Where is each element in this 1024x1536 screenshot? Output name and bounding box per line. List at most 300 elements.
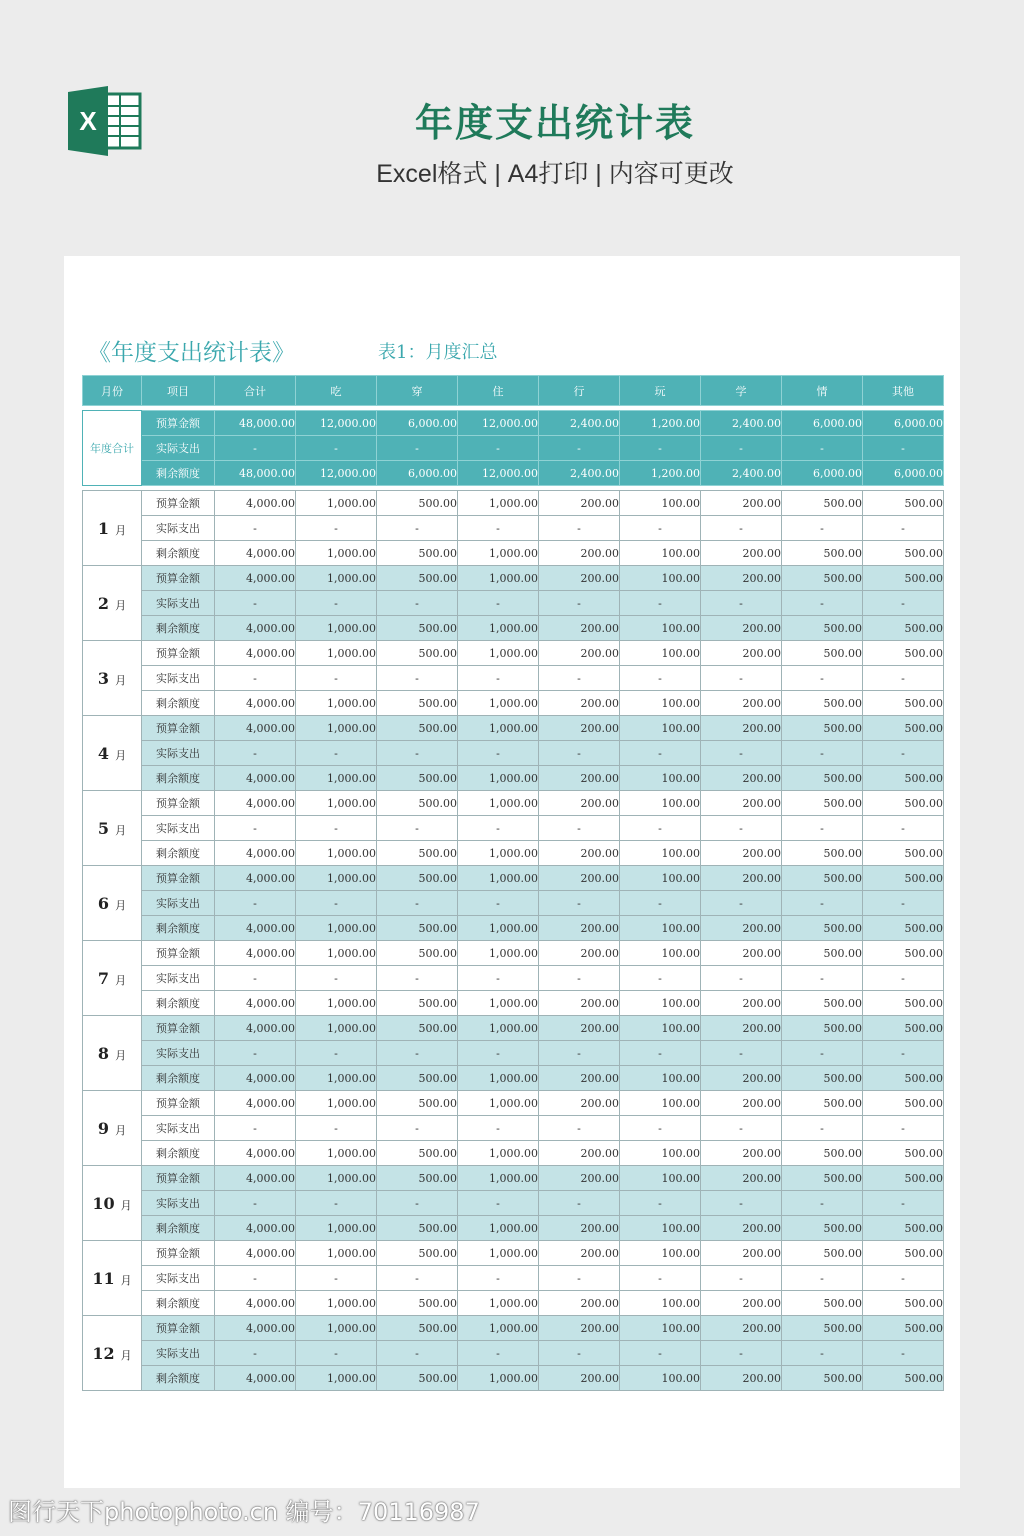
table-cell[interactable]: 1,000.00: [296, 541, 377, 566]
table-cell[interactable]: 200.00: [701, 841, 782, 866]
table-cell[interactable]: 4,000.00: [215, 1141, 296, 1166]
table-cell[interactable]: 500.00: [782, 1291, 863, 1316]
table-cell[interactable]: 100.00: [620, 1216, 701, 1241]
table-cell[interactable]: 1,000.00: [458, 866, 539, 891]
table-cell[interactable]: 4,000.00: [215, 1291, 296, 1316]
table-cell[interactable]: -: [296, 816, 377, 841]
table-cell[interactable]: 100.00: [620, 1016, 701, 1041]
table-cell[interactable]: -: [539, 591, 620, 616]
table-cell[interactable]: 500.00: [377, 791, 458, 816]
table-cell[interactable]: 500.00: [863, 1241, 944, 1266]
table-cell[interactable]: 200.00: [539, 1241, 620, 1266]
table-cell[interactable]: 1,000.00: [458, 1241, 539, 1266]
table-cell[interactable]: 100.00: [620, 541, 701, 566]
table-cell[interactable]: -: [782, 891, 863, 916]
table-cell[interactable]: 200.00: [701, 491, 782, 516]
table-cell[interactable]: 200.00: [539, 716, 620, 741]
table-cell[interactable]: -: [296, 891, 377, 916]
table-cell[interactable]: 1,000.00: [296, 1216, 377, 1241]
table-cell[interactable]: 500.00: [782, 791, 863, 816]
table-cell[interactable]: -: [701, 891, 782, 916]
table-cell[interactable]: 100.00: [620, 1241, 701, 1266]
table-cell[interactable]: 500.00: [863, 1066, 944, 1091]
table-cell[interactable]: -: [539, 966, 620, 991]
table-cell[interactable]: -: [377, 1191, 458, 1216]
table-cell[interactable]: -: [458, 816, 539, 841]
table-cell[interactable]: 1,000.00: [458, 791, 539, 816]
table-cell[interactable]: 100.00: [620, 616, 701, 641]
table-cell[interactable]: 200.00: [539, 566, 620, 591]
table-cell[interactable]: -: [620, 1266, 701, 1291]
table-cell[interactable]: 200.00: [701, 991, 782, 1016]
table-cell[interactable]: 1,000.00: [296, 491, 377, 516]
table-cell[interactable]: 200.00: [701, 1366, 782, 1391]
table-cell[interactable]: 4,000.00: [215, 491, 296, 516]
table-cell[interactable]: -: [296, 966, 377, 991]
table-cell[interactable]: -: [458, 591, 539, 616]
table-cell[interactable]: 200.00: [701, 1141, 782, 1166]
table-cell[interactable]: 200.00: [539, 791, 620, 816]
table-cell[interactable]: 500.00: [377, 491, 458, 516]
table-cell[interactable]: -: [377, 966, 458, 991]
table-cell[interactable]: 200.00: [539, 766, 620, 791]
table-cell[interactable]: 6,000.00: [377, 461, 458, 486]
table-cell[interactable]: -: [863, 436, 944, 461]
table-cell[interactable]: -: [701, 966, 782, 991]
table-cell[interactable]: -: [458, 666, 539, 691]
table-cell[interactable]: -: [620, 891, 701, 916]
table-cell[interactable]: 500.00: [782, 1366, 863, 1391]
table-cell[interactable]: 1,000.00: [458, 491, 539, 516]
table-cell[interactable]: 500.00: [782, 491, 863, 516]
table-cell[interactable]: 100.00: [620, 766, 701, 791]
table-cell[interactable]: 1,000.00: [296, 791, 377, 816]
table-cell[interactable]: 500.00: [863, 566, 944, 591]
table-cell[interactable]: 100.00: [620, 866, 701, 891]
table-cell[interactable]: 200.00: [701, 691, 782, 716]
table-cell[interactable]: 500.00: [377, 641, 458, 666]
table-cell[interactable]: 500.00: [863, 716, 944, 741]
table-cell[interactable]: 500.00: [782, 1066, 863, 1091]
table-cell[interactable]: -: [620, 1116, 701, 1141]
table-cell[interactable]: 2,400.00: [539, 411, 620, 436]
table-cell[interactable]: 500.00: [782, 716, 863, 741]
table-cell[interactable]: 200.00: [701, 641, 782, 666]
table-cell[interactable]: -: [458, 516, 539, 541]
table-cell[interactable]: 1,000.00: [458, 1291, 539, 1316]
table-cell[interactable]: -: [377, 741, 458, 766]
table-cell[interactable]: 500.00: [377, 916, 458, 941]
table-cell[interactable]: 1,000.00: [296, 916, 377, 941]
table-cell[interactable]: -: [215, 741, 296, 766]
table-cell[interactable]: 200.00: [539, 641, 620, 666]
table-cell[interactable]: 1,000.00: [296, 641, 377, 666]
table-cell[interactable]: 200.00: [701, 1216, 782, 1241]
table-cell[interactable]: -: [539, 516, 620, 541]
table-cell[interactable]: 500.00: [863, 1141, 944, 1166]
table-cell[interactable]: 500.00: [782, 766, 863, 791]
table-cell[interactable]: 4,000.00: [215, 866, 296, 891]
table-cell[interactable]: -: [458, 436, 539, 461]
table-cell[interactable]: 100.00: [620, 491, 701, 516]
table-cell[interactable]: -: [782, 1041, 863, 1066]
table-cell[interactable]: 4,000.00: [215, 616, 296, 641]
table-cell[interactable]: 500.00: [377, 1291, 458, 1316]
table-cell[interactable]: -: [863, 816, 944, 841]
table-cell[interactable]: 1,000.00: [458, 641, 539, 666]
table-cell[interactable]: 500.00: [377, 691, 458, 716]
table-cell[interactable]: 500.00: [863, 541, 944, 566]
table-cell[interactable]: -: [215, 966, 296, 991]
table-cell[interactable]: -: [215, 436, 296, 461]
table-cell[interactable]: 1,000.00: [296, 716, 377, 741]
table-cell[interactable]: 500.00: [377, 616, 458, 641]
table-cell[interactable]: 500.00: [782, 841, 863, 866]
table-cell[interactable]: -: [701, 1341, 782, 1366]
table-cell[interactable]: 1,000.00: [458, 1091, 539, 1116]
table-cell[interactable]: -: [701, 436, 782, 461]
table-cell[interactable]: 200.00: [539, 1066, 620, 1091]
table-cell[interactable]: -: [539, 1266, 620, 1291]
table-cell[interactable]: -: [458, 1041, 539, 1066]
table-cell[interactable]: 4,000.00: [215, 1366, 296, 1391]
table-cell[interactable]: 1,200.00: [620, 461, 701, 486]
table-cell[interactable]: 1,000.00: [296, 1016, 377, 1041]
table-cell[interactable]: -: [296, 1341, 377, 1366]
table-cell[interactable]: 500.00: [863, 1291, 944, 1316]
table-cell[interactable]: -: [782, 1341, 863, 1366]
table-cell[interactable]: 1,000.00: [296, 866, 377, 891]
table-cell[interactable]: 100.00: [620, 1091, 701, 1116]
table-cell[interactable]: 100.00: [620, 1141, 701, 1166]
table-cell[interactable]: -: [377, 1116, 458, 1141]
table-cell[interactable]: 500.00: [863, 791, 944, 816]
table-cell[interactable]: 4,000.00: [215, 541, 296, 566]
table-cell[interactable]: 1,000.00: [296, 991, 377, 1016]
table-cell[interactable]: 100.00: [620, 841, 701, 866]
table-cell[interactable]: -: [863, 1341, 944, 1366]
table-cell[interactable]: 200.00: [539, 1166, 620, 1191]
table-cell[interactable]: -: [620, 1191, 701, 1216]
table-cell[interactable]: 1,000.00: [296, 766, 377, 791]
table-cell[interactable]: -: [539, 1191, 620, 1216]
table-cell[interactable]: 6,000.00: [782, 411, 863, 436]
table-cell[interactable]: 200.00: [539, 916, 620, 941]
table-cell[interactable]: 4,000.00: [215, 566, 296, 591]
table-cell[interactable]: -: [863, 666, 944, 691]
table-cell[interactable]: -: [377, 591, 458, 616]
table-cell[interactable]: 1,000.00: [296, 616, 377, 641]
table-cell[interactable]: 200.00: [701, 1166, 782, 1191]
table-cell[interactable]: -: [863, 591, 944, 616]
table-cell[interactable]: 100.00: [620, 1316, 701, 1341]
table-cell[interactable]: 4,000.00: [215, 1316, 296, 1341]
table-cell[interactable]: 200.00: [539, 491, 620, 516]
table-cell[interactable]: 1,000.00: [296, 1291, 377, 1316]
table-cell[interactable]: 48,000.00: [215, 461, 296, 486]
table-cell[interactable]: 100.00: [620, 691, 701, 716]
table-cell[interactable]: -: [296, 1041, 377, 1066]
table-cell[interactable]: 1,000.00: [296, 566, 377, 591]
table-cell[interactable]: 100.00: [620, 1166, 701, 1191]
table-cell[interactable]: 1,000.00: [458, 916, 539, 941]
table-cell[interactable]: -: [701, 741, 782, 766]
table-cell[interactable]: 500.00: [863, 941, 944, 966]
table-cell[interactable]: 1,000.00: [296, 1141, 377, 1166]
table-cell[interactable]: 200.00: [701, 1066, 782, 1091]
table-cell[interactable]: -: [863, 1191, 944, 1216]
table-cell[interactable]: -: [620, 966, 701, 991]
table-cell[interactable]: 500.00: [377, 866, 458, 891]
table-cell[interactable]: 1,000.00: [458, 941, 539, 966]
table-cell[interactable]: 500.00: [782, 916, 863, 941]
table-cell[interactable]: 500.00: [377, 716, 458, 741]
table-cell[interactable]: -: [863, 1266, 944, 1291]
table-cell[interactable]: 1,000.00: [458, 1066, 539, 1091]
table-cell[interactable]: -: [458, 741, 539, 766]
table-cell[interactable]: 200.00: [539, 841, 620, 866]
table-cell[interactable]: -: [539, 891, 620, 916]
table-cell[interactable]: 500.00: [863, 491, 944, 516]
table-cell[interactable]: 500.00: [782, 616, 863, 641]
table-cell[interactable]: 1,000.00: [296, 841, 377, 866]
table-cell[interactable]: 1,000.00: [458, 616, 539, 641]
table-cell[interactable]: -: [539, 816, 620, 841]
table-cell[interactable]: -: [701, 666, 782, 691]
table-cell[interactable]: 500.00: [863, 1216, 944, 1241]
table-cell[interactable]: 500.00: [782, 866, 863, 891]
table-cell[interactable]: -: [296, 741, 377, 766]
table-cell[interactable]: 200.00: [701, 941, 782, 966]
table-cell[interactable]: 100.00: [620, 1366, 701, 1391]
table-cell[interactable]: 4,000.00: [215, 916, 296, 941]
table-cell[interactable]: 500.00: [863, 641, 944, 666]
table-cell[interactable]: -: [215, 516, 296, 541]
table-cell[interactable]: 500.00: [782, 941, 863, 966]
table-cell[interactable]: -: [701, 516, 782, 541]
table-cell[interactable]: 200.00: [539, 1316, 620, 1341]
table-cell[interactable]: -: [782, 666, 863, 691]
table-cell[interactable]: 500.00: [863, 866, 944, 891]
table-cell[interactable]: -: [296, 1191, 377, 1216]
table-cell[interactable]: 500.00: [782, 1166, 863, 1191]
table-cell[interactable]: 100.00: [620, 1066, 701, 1091]
table-cell[interactable]: 1,000.00: [296, 1091, 377, 1116]
table-cell[interactable]: 500.00: [863, 1316, 944, 1341]
table-cell[interactable]: -: [377, 1341, 458, 1366]
table-cell[interactable]: 200.00: [539, 941, 620, 966]
table-cell[interactable]: 6,000.00: [863, 411, 944, 436]
table-cell[interactable]: 500.00: [377, 766, 458, 791]
table-cell[interactable]: -: [215, 1041, 296, 1066]
table-cell[interactable]: -: [296, 1116, 377, 1141]
table-cell[interactable]: 1,000.00: [458, 1216, 539, 1241]
table-cell[interactable]: 500.00: [863, 841, 944, 866]
table-cell[interactable]: 200.00: [701, 716, 782, 741]
table-cell[interactable]: 200.00: [539, 1291, 620, 1316]
table-cell[interactable]: -: [377, 891, 458, 916]
table-cell[interactable]: -: [296, 516, 377, 541]
table-cell[interactable]: -: [377, 436, 458, 461]
table-cell[interactable]: 500.00: [377, 1366, 458, 1391]
table-cell[interactable]: 500.00: [782, 1241, 863, 1266]
table-cell[interactable]: -: [782, 436, 863, 461]
table-cell[interactable]: 200.00: [539, 1366, 620, 1391]
table-cell[interactable]: 200.00: [701, 1241, 782, 1266]
table-cell[interactable]: 100.00: [620, 1291, 701, 1316]
table-cell[interactable]: 500.00: [863, 616, 944, 641]
table-cell[interactable]: 500.00: [782, 691, 863, 716]
table-cell[interactable]: -: [377, 1041, 458, 1066]
table-cell[interactable]: 500.00: [863, 916, 944, 941]
table-cell[interactable]: 200.00: [539, 991, 620, 1016]
table-cell[interactable]: -: [215, 1191, 296, 1216]
table-cell[interactable]: 1,000.00: [458, 691, 539, 716]
table-cell[interactable]: 500.00: [863, 1166, 944, 1191]
table-cell[interactable]: 1,000.00: [458, 1316, 539, 1341]
table-cell[interactable]: 12,000.00: [458, 461, 539, 486]
table-cell[interactable]: 500.00: [782, 541, 863, 566]
table-cell[interactable]: 500.00: [782, 1316, 863, 1341]
table-cell[interactable]: 1,000.00: [296, 1066, 377, 1091]
table-cell[interactable]: 200.00: [539, 866, 620, 891]
table-cell[interactable]: -: [620, 741, 701, 766]
table-cell[interactable]: -: [215, 591, 296, 616]
table-cell[interactable]: 2,400.00: [701, 461, 782, 486]
table-cell[interactable]: 100.00: [620, 941, 701, 966]
table-cell[interactable]: -: [863, 741, 944, 766]
table-cell[interactable]: 2,400.00: [701, 411, 782, 436]
table-cell[interactable]: -: [782, 816, 863, 841]
table-cell[interactable]: -: [215, 666, 296, 691]
table-cell[interactable]: 2,400.00: [539, 461, 620, 486]
table-cell[interactable]: 200.00: [539, 1091, 620, 1116]
table-cell[interactable]: -: [377, 816, 458, 841]
table-cell[interactable]: -: [782, 1266, 863, 1291]
table-cell[interactable]: -: [215, 891, 296, 916]
table-cell[interactable]: 500.00: [863, 691, 944, 716]
table-cell[interactable]: 6,000.00: [377, 411, 458, 436]
table-cell[interactable]: -: [296, 1266, 377, 1291]
table-cell[interactable]: -: [215, 1341, 296, 1366]
table-cell[interactable]: 4,000.00: [215, 716, 296, 741]
table-cell[interactable]: -: [701, 1041, 782, 1066]
table-cell[interactable]: 1,000.00: [296, 1166, 377, 1191]
table-cell[interactable]: 1,000.00: [458, 1366, 539, 1391]
table-cell[interactable]: -: [539, 436, 620, 461]
table-cell[interactable]: -: [701, 816, 782, 841]
table-cell[interactable]: 1,000.00: [458, 1141, 539, 1166]
table-cell[interactable]: 500.00: [782, 991, 863, 1016]
table-cell[interactable]: 200.00: [539, 1216, 620, 1241]
table-cell[interactable]: 4,000.00: [215, 941, 296, 966]
table-cell[interactable]: 200.00: [701, 1091, 782, 1116]
table-cell[interactable]: 100.00: [620, 916, 701, 941]
table-cell[interactable]: 4,000.00: [215, 1166, 296, 1191]
table-cell[interactable]: 4,000.00: [215, 691, 296, 716]
table-cell[interactable]: 1,000.00: [296, 1366, 377, 1391]
table-cell[interactable]: 48,000.00: [215, 411, 296, 436]
table-cell[interactable]: 200.00: [701, 1316, 782, 1341]
table-cell[interactable]: 1,000.00: [458, 541, 539, 566]
table-cell[interactable]: -: [215, 1116, 296, 1141]
table-cell[interactable]: -: [620, 666, 701, 691]
table-cell[interactable]: 1,000.00: [296, 941, 377, 966]
table-cell[interactable]: 200.00: [701, 616, 782, 641]
table-cell[interactable]: 4,000.00: [215, 791, 296, 816]
table-cell[interactable]: -: [620, 516, 701, 541]
table-cell[interactable]: 500.00: [782, 1216, 863, 1241]
table-cell[interactable]: 200.00: [701, 791, 782, 816]
table-cell[interactable]: 1,000.00: [458, 841, 539, 866]
table-cell[interactable]: -: [620, 1041, 701, 1066]
table-cell[interactable]: 500.00: [377, 1316, 458, 1341]
table-cell[interactable]: -: [701, 591, 782, 616]
table-cell[interactable]: 1,000.00: [458, 1016, 539, 1041]
table-cell[interactable]: 200.00: [701, 1016, 782, 1041]
table-cell[interactable]: -: [620, 591, 701, 616]
table-cell[interactable]: 100.00: [620, 716, 701, 741]
table-cell[interactable]: 4,000.00: [215, 1216, 296, 1241]
table-cell[interactable]: -: [215, 1266, 296, 1291]
table-cell[interactable]: 4,000.00: [215, 1066, 296, 1091]
table-cell[interactable]: -: [782, 966, 863, 991]
table-cell[interactable]: 1,000.00: [458, 566, 539, 591]
table-cell[interactable]: 500.00: [782, 1091, 863, 1116]
table-cell[interactable]: -: [539, 1041, 620, 1066]
table-cell[interactable]: -: [782, 1191, 863, 1216]
table-cell[interactable]: -: [782, 1116, 863, 1141]
table-cell[interactable]: 100.00: [620, 566, 701, 591]
table-cell[interactable]: -: [377, 666, 458, 691]
table-cell[interactable]: 500.00: [377, 566, 458, 591]
table-cell[interactable]: -: [863, 1116, 944, 1141]
table-cell[interactable]: 200.00: [539, 691, 620, 716]
table-cell[interactable]: 500.00: [377, 1166, 458, 1191]
table-cell[interactable]: 500.00: [377, 1091, 458, 1116]
table-cell[interactable]: 4,000.00: [215, 1091, 296, 1116]
table-cell[interactable]: 1,200.00: [620, 411, 701, 436]
table-cell[interactable]: -: [458, 966, 539, 991]
table-cell[interactable]: 200.00: [539, 541, 620, 566]
table-cell[interactable]: -: [863, 966, 944, 991]
table-cell[interactable]: -: [701, 1116, 782, 1141]
table-cell[interactable]: -: [215, 816, 296, 841]
table-cell[interactable]: -: [539, 666, 620, 691]
table-cell[interactable]: 1,000.00: [458, 766, 539, 791]
table-cell[interactable]: 500.00: [863, 766, 944, 791]
table-cell[interactable]: -: [458, 1116, 539, 1141]
table-cell[interactable]: -: [296, 436, 377, 461]
table-cell[interactable]: -: [863, 891, 944, 916]
table-cell[interactable]: -: [782, 591, 863, 616]
table-cell[interactable]: 500.00: [863, 1091, 944, 1116]
table-cell[interactable]: 500.00: [782, 641, 863, 666]
table-cell[interactable]: 1,000.00: [458, 716, 539, 741]
table-cell[interactable]: 200.00: [701, 866, 782, 891]
table-cell[interactable]: -: [377, 516, 458, 541]
table-cell[interactable]: 12,000.00: [296, 461, 377, 486]
table-cell[interactable]: 500.00: [863, 1016, 944, 1041]
table-cell[interactable]: 500.00: [863, 1366, 944, 1391]
table-cell[interactable]: 12,000.00: [296, 411, 377, 436]
table-cell[interactable]: -: [782, 516, 863, 541]
table-cell[interactable]: 100.00: [620, 791, 701, 816]
table-cell[interactable]: -: [539, 1116, 620, 1141]
table-cell[interactable]: 500.00: [377, 941, 458, 966]
table-cell[interactable]: 500.00: [377, 1241, 458, 1266]
table-cell[interactable]: 12,000.00: [458, 411, 539, 436]
